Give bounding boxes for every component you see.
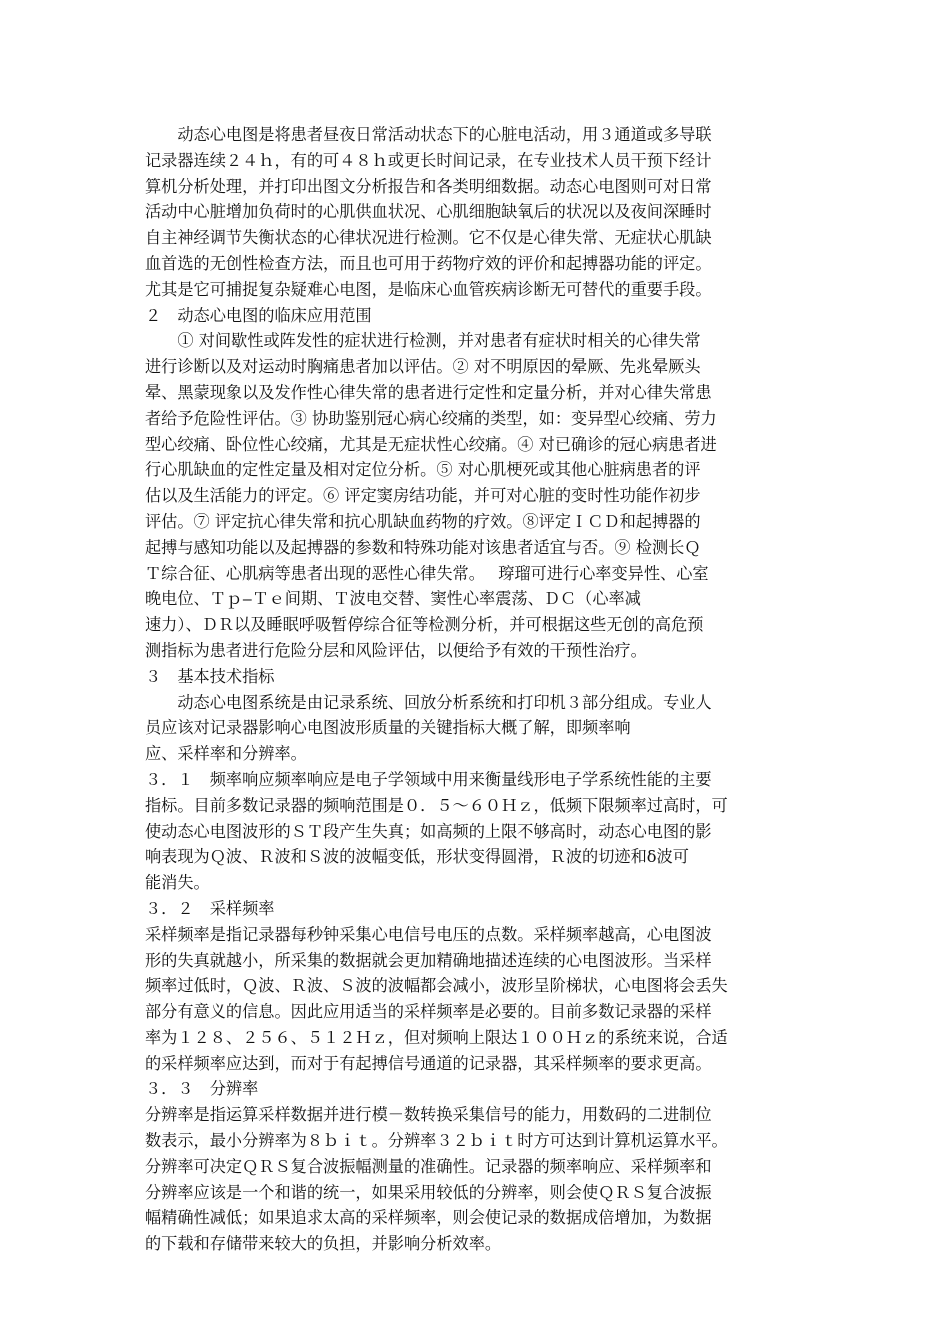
text-line: 频率过低时，Ｑ波、Ｒ波、Ｓ波的波幅都会减小，波形呈阶梯状，心电图将会丢失 (145, 976, 728, 996)
text-line: ３．１ 频率响应频率响应是电子学领域中用来衡量线形电子学系统性能的主要 (145, 769, 712, 789)
text-line: ３ 基本技术指标 (145, 666, 275, 686)
document-page (145, 122, 815, 1257)
text-line: 响表现为Ｑ波、Ｒ波和Ｓ波的波幅变低，形状变得圆滑，Ｒ波的切迹和δ波可 (145, 847, 689, 867)
text-line: 动态心电图是将患者昼夜日常活动状态下的心脏电活动，用３通道或多导联 (145, 125, 712, 144)
text-line: 应、采样率和分辨率。 (145, 744, 307, 764)
text-line: 的采样频率应达到，而对于有起搏信号通道的记录器，其采样频率的要求更高。 (145, 1053, 712, 1073)
text-line: 行心肌缺血的定性定量及相对定位分析。⑤ 对心肌梗死或其他心脏病患者的评 (145, 460, 701, 480)
text-line: 员应该对记录器影响心电图波形质量的关键指标大概了解，即频率响 (145, 718, 631, 738)
text-line: 指标。目前多数记录器的频响范围是０．５～６０Ｈｚ，低频下限频率过高时，可 (145, 795, 728, 815)
text-line: 幅精确性减低；如果追求太高的采样频率，则会使记录的数据成倍增加，为数据 (145, 1208, 712, 1228)
text-line: 者给予危险性评估。③ 协助鉴别冠心病心绞痛的类型，如：变异型心绞痛、劳力 (145, 408, 717, 428)
text-line: 分辨率可决定ＱＲＳ复合波振幅测量的准确性。记录器的频率响应、采样频率和 (145, 1156, 712, 1176)
text-line: ２ 动态心电图的临床应用范围 (145, 305, 372, 325)
text-line: ３．２ 采样频率 (145, 898, 275, 918)
text-line: 记录器连续２４ｈ，有的可４８ｈ或更长时间记录，在专业技术人员干预下经计 (145, 150, 712, 170)
text-line: ３．３ 分辨率 (145, 1079, 259, 1099)
text-line: Ｔ综合征、心肌病等患者出现的恶性心律失常。 瑏瑠可进行心率变异性、心室 (145, 563, 709, 583)
text-line: 自主神经调节失衡状态的心律状况进行检测。它不仅是心律失常、无症状心肌缺 (145, 228, 712, 248)
text-line: 部分有意义的信息。因此应用适当的采样频率是必要的。目前多数记录器的采样 (145, 1002, 712, 1022)
text-line: 能消失。 (145, 873, 210, 893)
text-line: 的下载和存储带来较大的负担，并影响分析效率。 (145, 1234, 502, 1254)
text-line: 使动态心电图波形的ＳＴ段产生失真；如高频的上限不够高时，动态心电图的影 (145, 821, 712, 841)
text-line: 起搏与感知功能以及起搏器的参数和特殊功能对该患者适宜与否。⑨ 检测长Ｑ (145, 537, 701, 557)
text-line: 算机分析处理，并打印出图文分析报告和各类明细数据。动态心电图则可对日常 (145, 176, 712, 196)
text-line: 数表示，最小分辨率为８ｂｉｔ。分辨率３２ｂｉｔ时方可达到计算机运算水平。 (145, 1131, 728, 1151)
text-line: 进行诊断以及对运动时胸痛患者加以评估。② 对不明原因的晕厥、先兆晕厥头 (145, 357, 701, 377)
text-line: 分辨率是指运算采样数据并进行模－数转换采集信号的能力，用数码的二进制位 (145, 1105, 712, 1125)
text-line: 测指标为患者进行危险分层和风险评估，以便给予有效的干预性治疗。 (145, 640, 647, 660)
text-line: 形的失真就越小，所采集的数据就会更加精确地描述连续的心电图波形。当采样 (145, 950, 712, 970)
text-line: 率为１２８、２５６、５１２Ｈｚ，但对频响上限达１００Ｈｚ的系统来说，合适 (145, 1027, 728, 1047)
text-line: 尤其是它可捕捉复杂疑难心电图，是临床心血管疾病诊断无可替代的重要手段。 (145, 279, 712, 299)
text-line: 速力）、ＤＲ以及睡眠呼吸暂停综合征等检测分析，并可根据这些无创的高危预 (145, 615, 704, 635)
text-line: 活动中心脏增加负荷时的心肌供血状况、心肌细胞缺氧后的状况以及夜间深睡时 (145, 202, 712, 222)
text-line: 血首选的无创性检查方法，而且也可用于药物疗效的评价和起搏器功能的评定。 (145, 253, 712, 273)
text-line: 晕、黑蒙现象以及发作性心律失常的患者进行定性和定量分析，并对心律失常患 (145, 382, 712, 402)
text-line: 动态心电图系统是由记录系统、回放分析系统和打印机３部分组成。专业人 (145, 692, 712, 712)
text-line: 估以及生活能力的评定。⑥ 评定窦房结功能，并可对心脏的变时性功能作初步 (145, 486, 701, 506)
text-line: ① 对间歇性或阵发性的症状进行检测，并对患者有症状时相关的心律失常 (145, 331, 701, 351)
text-line: 采样频率是指记录器每秒钟采集心电信号电压的点数。采样频率越高，心电图波 (145, 924, 712, 944)
text-line: 晚电位、Ｔｐ‒Ｔｅ间期、Ｔ波电交替、窦性心率震荡、ＤＣ（心率减 (145, 589, 641, 609)
text-line: 分辨率应该是一个和谐的统一，如果采用较低的分辨率，则会使ＱＲＳ复合波振 (145, 1182, 712, 1202)
text-line: 型心绞痛、卧位性心绞痛，尤其是无症状性心绞痛。④ 对已确诊的冠心病患者进 (145, 434, 717, 454)
text-line: 评估。⑦ 评定抗心律失常和抗心肌缺血药物的疗效。⑧评定ＩＣＤ和起搏器的 (145, 511, 701, 531)
